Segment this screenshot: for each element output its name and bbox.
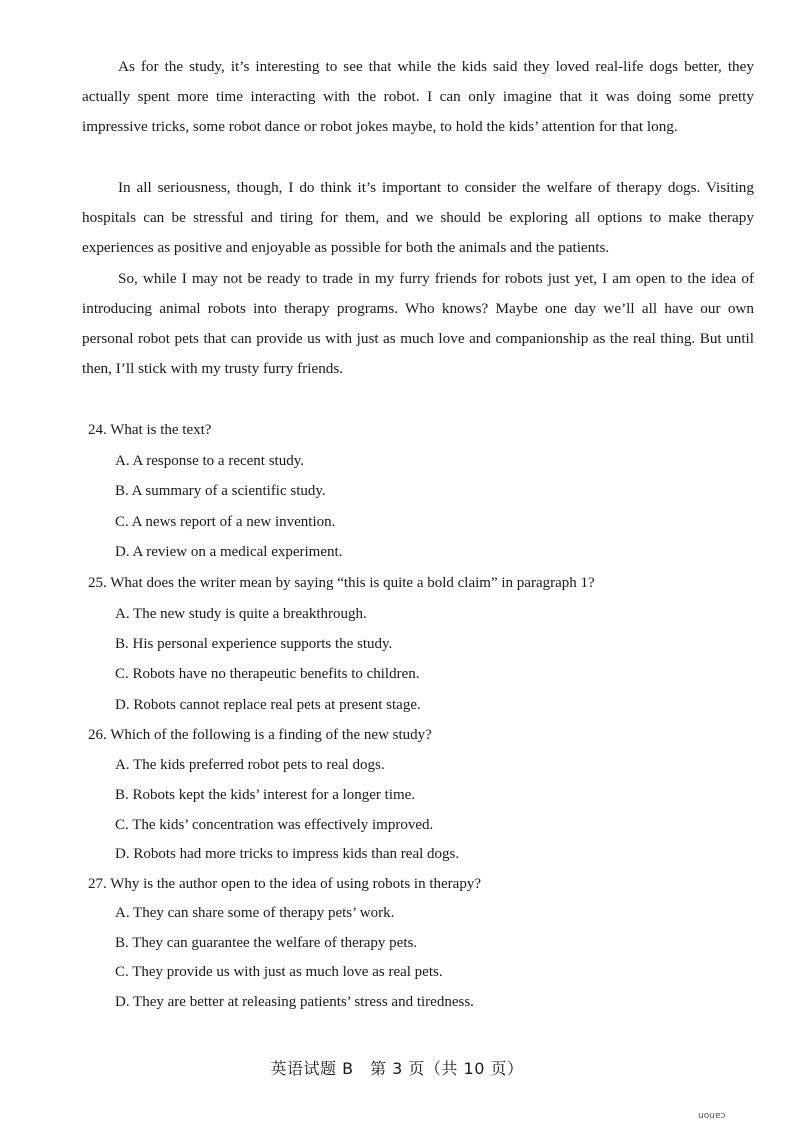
answer-option: A. A response to a recent study. (115, 453, 304, 469)
passage-paragraph: In all seriousness, though, I do think it’s important to consider the welfare of therapy dogs. Visiting hospitals can be stressful and tiring for them, and we should be exploring all options to make therapy experiences as positive and enjoyable as possible for both the animals and the patients. (82, 179, 754, 256)
corner-mark: canon (698, 1110, 726, 1120)
answer-option: D. They are better at releasing patients’ stress and tiredness. (115, 994, 474, 1010)
question-stem: 26. Which of the following is a finding of the new study? (88, 727, 432, 743)
passage-paragraph: As for the study, it’s interesting to see that while the kids said they loved real-life dogs better, they actually spent more time interacting with the robot. I can only imagine that it was doing some pretty impressive tricks, some robot dance or robot jokes maybe, to hold the kids’ attention for that long. (82, 58, 754, 135)
answer-option: C. A news report of a new invention. (115, 514, 336, 530)
answer-option: D. Robots cannot replace real pets at present stage. (115, 697, 421, 713)
page-footer: 英语试题 B 第 3 页（共 10 页） (270, 1059, 524, 1078)
question-stem: 25. What does the writer mean by saying “this is quite a bold claim” in paragraph 1? (88, 575, 595, 591)
answer-option: D. Robots had more tricks to impress kids than real dogs. (115, 846, 460, 862)
answer-option: A. They can share some of therapy pets’ work. (115, 905, 395, 921)
question-stem: 24. What is the text? (88, 422, 212, 438)
answer-option: B. They can guarantee the welfare of therapy pets. (115, 935, 418, 951)
answer-option: C. Robots have no therapeutic benefits to children. (115, 666, 420, 682)
answer-option: C. They provide us with just as much love as real pets. (115, 964, 443, 980)
answer-option: D. A review on a medical experiment. (115, 544, 343, 560)
answer-option: C. The kids’ concentration was effectively improved. (115, 817, 434, 833)
answer-option: B. A summary of a scientific study. (115, 483, 326, 499)
answer-option: B. His personal experience supports the study. (115, 636, 393, 652)
passage-paragraph: So, while I may not be ready to trade in my furry friends for robots just yet, I am open to the idea of introducing animal robots into therapy programs. Who knows? Maybe one day we’ll all have our own personal robot pets that can provide us with just as much love and companionship as the real thing. But until then, I’ll stick with my trusty furry friends. (82, 270, 754, 377)
answer-option: A. The new study is quite a breakthrough. (115, 606, 367, 622)
question-stem: 27. Why is the author open to the idea of using robots in therapy? (88, 876, 481, 892)
answer-option: A. The kids preferred robot pets to real dogs. (115, 757, 385, 773)
answer-option: B. Robots kept the kids’ interest for a longer time. (115, 787, 416, 803)
